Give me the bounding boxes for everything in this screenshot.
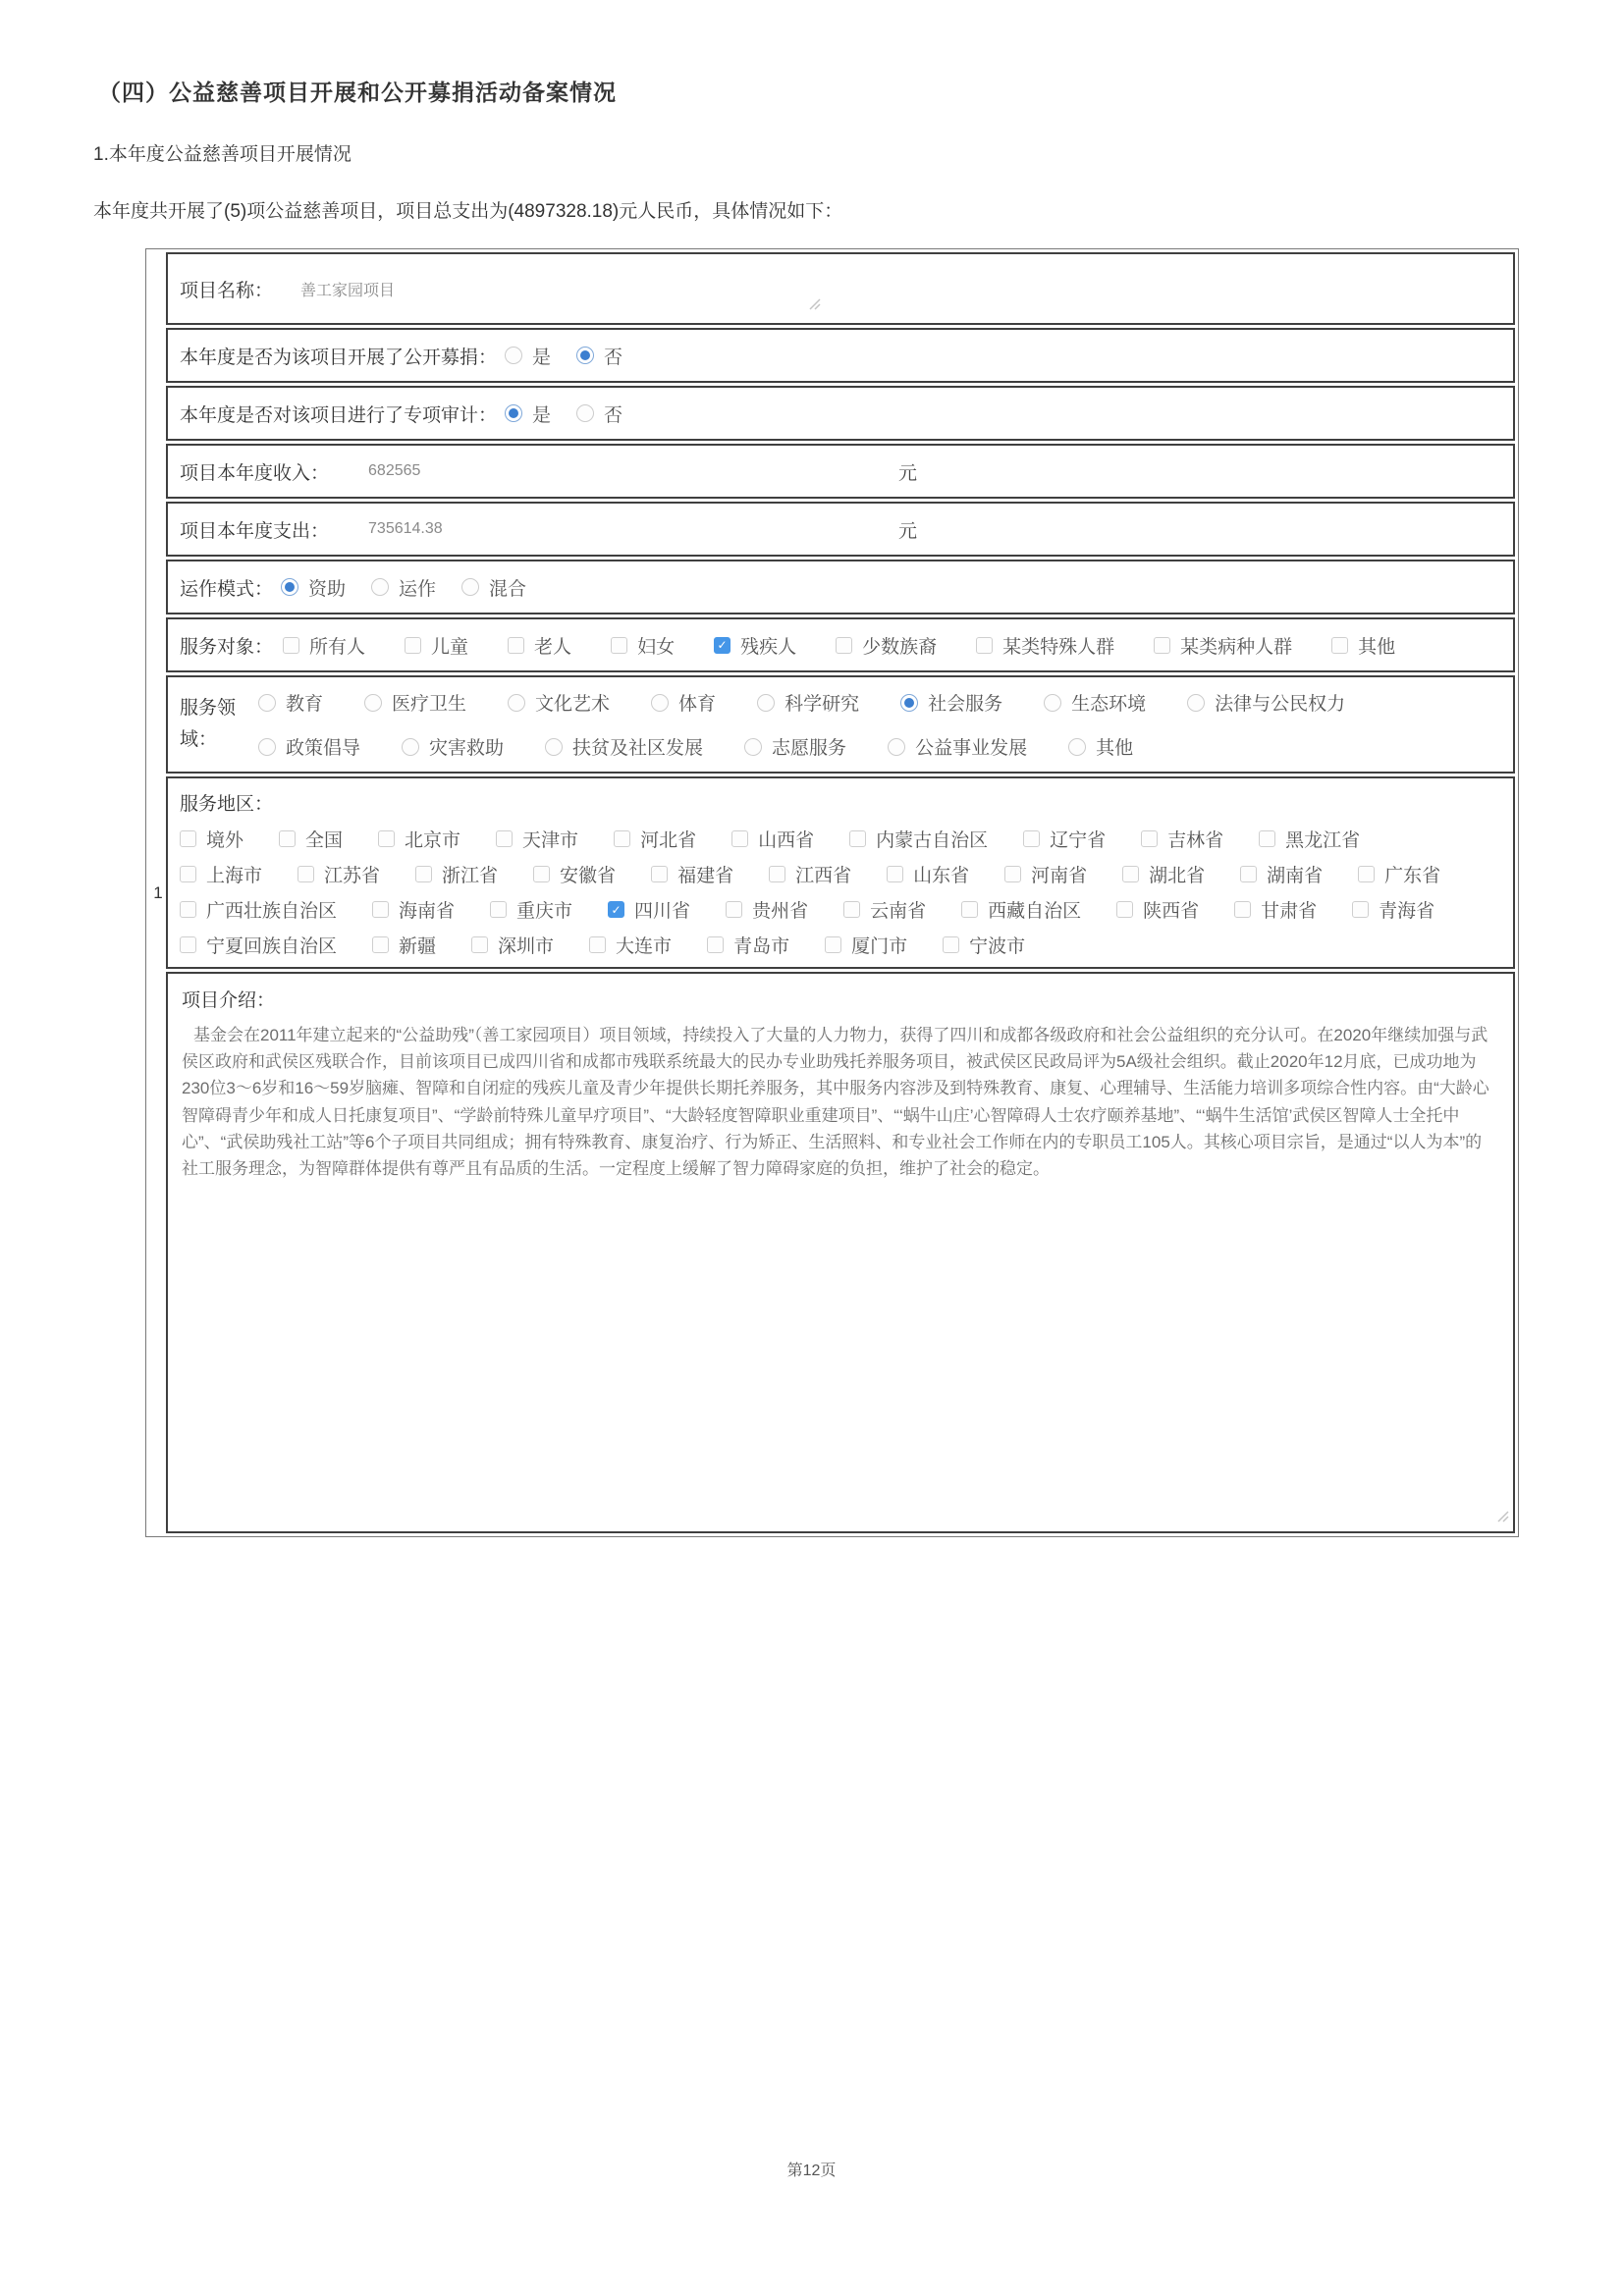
option-label: 山东省 bbox=[913, 866, 970, 886]
option-label: 内蒙古自治区 bbox=[876, 830, 989, 851]
checkbox-unchecked-icon[interactable] bbox=[961, 901, 978, 918]
checkbox-unchecked-icon[interactable] bbox=[1234, 901, 1251, 918]
option-label: 社会服务 bbox=[928, 694, 1003, 715]
option-label: 甘肃省 bbox=[1261, 901, 1318, 922]
option-label: 否 bbox=[604, 404, 623, 426]
special-audit-row bbox=[166, 386, 1515, 441]
checkbox-unchecked-icon[interactable] bbox=[825, 936, 841, 953]
option-label: 福建省 bbox=[677, 866, 734, 886]
checkbox-unchecked-icon[interactable] bbox=[651, 866, 668, 882]
option-label: 残疾人 bbox=[740, 636, 797, 658]
checkbox-option[interactable] bbox=[836, 632, 937, 659]
checkbox-option[interactable] bbox=[1141, 826, 1223, 852]
checkbox-option[interactable] bbox=[1240, 861, 1323, 887]
service-field-row bbox=[166, 675, 1515, 774]
option-label: 科学研究 bbox=[784, 694, 860, 715]
option-label: 是 bbox=[532, 347, 552, 368]
checkbox-unchecked-icon[interactable] bbox=[1352, 901, 1369, 918]
checkbox-unchecked-icon[interactable] bbox=[180, 866, 196, 882]
option-label: 陕西省 bbox=[1143, 901, 1200, 922]
checkbox-unchecked-icon[interactable] bbox=[849, 830, 866, 847]
checkbox-option[interactable] bbox=[714, 632, 796, 659]
option-label: 老人 bbox=[534, 636, 572, 658]
project-intro-row bbox=[166, 972, 1515, 1533]
radio-option[interactable] bbox=[508, 689, 610, 716]
option-label: 法律与公民权力 bbox=[1215, 694, 1346, 715]
income-unit: 元 bbox=[898, 462, 918, 484]
service-area-lines bbox=[180, 826, 1440, 958]
project-name-row bbox=[166, 252, 1515, 325]
option-label: 黑龙江省 bbox=[1285, 830, 1361, 851]
section-title: （四）公益慈善项目开展和公开募捐活动备案情况 bbox=[98, 80, 617, 105]
radio-checked-icon[interactable] bbox=[900, 694, 918, 712]
option-label: 吉林省 bbox=[1167, 830, 1224, 851]
option-label: 江苏省 bbox=[324, 866, 381, 886]
radio-checked-icon[interactable] bbox=[281, 578, 298, 596]
checkbox-unchecked-icon[interactable] bbox=[1141, 830, 1158, 847]
option-label: 文化艺术 bbox=[535, 694, 611, 715]
option-label: 四川省 bbox=[634, 901, 691, 922]
checkbox-option[interactable] bbox=[976, 632, 1114, 659]
option-label: 少数族裔 bbox=[862, 636, 938, 658]
checkbox-unchecked-icon[interactable] bbox=[707, 936, 724, 953]
checkbox-option[interactable] bbox=[405, 632, 468, 659]
radio-option[interactable] bbox=[1187, 689, 1345, 716]
option-label: 青岛市 bbox=[733, 936, 790, 957]
expense-unit: 元 bbox=[898, 520, 918, 542]
checkbox-unchecked-icon[interactable] bbox=[1122, 866, 1139, 882]
expense-label: 项目本年度支出： bbox=[180, 520, 330, 542]
radio-option[interactable] bbox=[505, 343, 551, 369]
option-label: 辽宁省 bbox=[1050, 830, 1107, 851]
radio-unchecked-icon[interactable] bbox=[545, 738, 563, 756]
page-number: 第12页 bbox=[786, 2163, 837, 2179]
option-label: 全国 bbox=[305, 830, 344, 851]
option-label: 上海市 bbox=[206, 866, 263, 886]
radio-option[interactable] bbox=[576, 400, 622, 427]
service-area-options-line3 bbox=[180, 896, 1440, 923]
radio-unchecked-icon[interactable] bbox=[364, 694, 382, 712]
checkbox-option[interactable] bbox=[372, 932, 436, 958]
radio-option[interactable] bbox=[258, 733, 360, 760]
service-field-options-line1 bbox=[258, 689, 1345, 716]
income-label: 项目本年度收入： bbox=[180, 462, 330, 484]
option-label: 大连市 bbox=[616, 936, 673, 957]
option-label: 否 bbox=[604, 347, 623, 368]
option-label: 妇女 bbox=[637, 636, 676, 658]
radio-unchecked-icon[interactable] bbox=[1187, 694, 1205, 712]
checkbox-checked-icon[interactable]: ✓ bbox=[714, 637, 730, 654]
public-fundraising-label: 本年度是否为该项目开展了公开募捐： bbox=[180, 347, 498, 368]
radio-option[interactable] bbox=[576, 343, 622, 369]
radio-option[interactable] bbox=[402, 733, 504, 760]
checkbox-unchecked-icon[interactable] bbox=[415, 866, 432, 882]
checkbox-unchecked-icon[interactable] bbox=[372, 901, 389, 918]
checkbox-option[interactable] bbox=[943, 932, 1025, 958]
summary-line: 本年度共开展了(5)项公益慈善项目，项目总支出为(4897328.18)元人民币，具体情况如下： bbox=[93, 201, 843, 222]
public-fundraising-options bbox=[505, 343, 622, 369]
radio-option[interactable] bbox=[900, 689, 1002, 716]
checkbox-unchecked-icon[interactable] bbox=[1358, 866, 1375, 882]
checkbox-option[interactable] bbox=[180, 896, 337, 923]
checkbox-option[interactable] bbox=[651, 861, 733, 887]
radio-unchecked-icon[interactable] bbox=[258, 694, 276, 712]
operation-mode-options bbox=[281, 574, 526, 601]
option-label: 贵州省 bbox=[752, 901, 809, 922]
checkbox-option[interactable] bbox=[1122, 861, 1205, 887]
radio-unchecked-icon[interactable] bbox=[505, 347, 522, 364]
checkbox-unchecked-icon[interactable] bbox=[405, 637, 421, 654]
checkbox-option[interactable] bbox=[1154, 632, 1292, 659]
resize-grip-icon[interactable] bbox=[806, 295, 821, 315]
checkbox-unchecked-icon[interactable] bbox=[769, 866, 785, 882]
checkbox-unchecked-icon[interactable] bbox=[279, 830, 296, 847]
service-area-label: 服务地区： bbox=[180, 794, 274, 815]
checkbox-unchecked-icon[interactable] bbox=[614, 830, 630, 847]
checkbox-option[interactable] bbox=[614, 826, 696, 852]
checkbox-unchecked-icon[interactable] bbox=[1240, 866, 1257, 882]
option-label: 深圳市 bbox=[498, 936, 555, 957]
checkbox-unchecked-icon[interactable] bbox=[508, 637, 524, 654]
option-label: 河北省 bbox=[640, 830, 697, 851]
option-label: 新疆 bbox=[399, 936, 437, 957]
checkbox-option[interactable] bbox=[843, 896, 926, 923]
radio-option[interactable] bbox=[258, 689, 323, 716]
service-area-options-line2 bbox=[180, 861, 1440, 887]
option-label: 是 bbox=[532, 404, 552, 426]
service-field-lines bbox=[258, 689, 1345, 760]
checkbox-unchecked-icon[interactable] bbox=[1259, 830, 1275, 847]
checkbox-unchecked-icon[interactable] bbox=[471, 936, 488, 953]
radio-unchecked-icon[interactable] bbox=[508, 694, 525, 712]
project-intro-label: 项目介绍： bbox=[182, 990, 276, 1011]
public-fundraising-row bbox=[166, 328, 1515, 383]
checkbox-option[interactable] bbox=[1116, 896, 1199, 923]
checkbox-option[interactable] bbox=[961, 896, 1081, 923]
checkbox-unchecked-icon[interactable] bbox=[180, 901, 196, 918]
option-label: 海南省 bbox=[399, 901, 456, 922]
service-field-options-line2 bbox=[258, 733, 1345, 760]
radio-option[interactable] bbox=[545, 733, 703, 760]
checkbox-option[interactable] bbox=[1234, 896, 1317, 923]
option-label: 所有人 bbox=[309, 636, 366, 658]
checkbox-option[interactable] bbox=[508, 632, 571, 659]
radio-checked-icon[interactable] bbox=[576, 347, 594, 364]
project-name-label: 项目名称： bbox=[180, 280, 274, 301]
checkbox-option[interactable] bbox=[496, 826, 578, 852]
checkbox-option[interactable] bbox=[608, 896, 690, 923]
option-label: 医疗卫生 bbox=[392, 694, 467, 715]
checkbox-option[interactable] bbox=[1004, 861, 1087, 887]
option-label: 浙江省 bbox=[442, 866, 499, 886]
checkbox-unchecked-icon[interactable] bbox=[843, 901, 860, 918]
special-audit-options bbox=[505, 400, 622, 427]
radio-option[interactable] bbox=[888, 733, 1027, 760]
checkbox-option[interactable] bbox=[180, 826, 243, 852]
option-label: 灾害救助 bbox=[429, 738, 505, 759]
checkbox-unchecked-icon[interactable] bbox=[180, 830, 196, 847]
checkbox-option[interactable] bbox=[180, 932, 337, 958]
radio-unchecked-icon[interactable] bbox=[651, 694, 669, 712]
checkbox-option[interactable] bbox=[180, 861, 262, 887]
option-label: 某类病种人群 bbox=[1180, 636, 1293, 658]
checkbox-unchecked-icon[interactable] bbox=[1331, 637, 1348, 654]
option-label: 境外 bbox=[206, 830, 244, 851]
checkbox-option[interactable] bbox=[731, 826, 814, 852]
option-label: 儿童 bbox=[431, 636, 469, 658]
checkbox-unchecked-icon[interactable] bbox=[1154, 637, 1170, 654]
special-audit-label: 本年度是否对该项目进行了专项审计： bbox=[180, 404, 498, 426]
checkbox-unchecked-icon[interactable] bbox=[180, 936, 196, 953]
checkbox-checked-icon[interactable]: ✓ bbox=[608, 901, 624, 918]
checkbox-option[interactable] bbox=[1259, 826, 1360, 852]
radio-option[interactable] bbox=[744, 733, 846, 760]
checkbox-option[interactable] bbox=[378, 826, 460, 852]
option-label: 天津市 bbox=[522, 830, 579, 851]
option-label: 湖南省 bbox=[1267, 866, 1324, 886]
radio-option[interactable] bbox=[364, 689, 466, 716]
service-area-options-line1 bbox=[180, 826, 1440, 852]
service-field-label: 服务领域： bbox=[180, 697, 237, 750]
option-label: 体育 bbox=[678, 694, 717, 715]
radio-unchecked-icon[interactable] bbox=[576, 404, 594, 422]
checkbox-option[interactable] bbox=[707, 932, 789, 958]
checkbox-unchecked-icon[interactable] bbox=[372, 936, 389, 953]
option-label: 生态环境 bbox=[1071, 694, 1147, 715]
radio-unchecked-icon[interactable] bbox=[744, 738, 762, 756]
radio-unchecked-icon[interactable] bbox=[888, 738, 905, 756]
checkbox-option[interactable] bbox=[1358, 861, 1440, 887]
checkbox-option[interactable] bbox=[283, 632, 365, 659]
checkbox-unchecked-icon[interactable] bbox=[611, 637, 627, 654]
option-label: 青海省 bbox=[1379, 901, 1435, 922]
option-label: 安徽省 bbox=[560, 866, 617, 886]
checkbox-option[interactable] bbox=[825, 932, 907, 958]
checkbox-option[interactable] bbox=[533, 861, 616, 887]
checkbox-unchecked-icon[interactable] bbox=[283, 637, 299, 654]
checkbox-option[interactable] bbox=[298, 861, 380, 887]
option-label: 北京市 bbox=[405, 830, 461, 851]
expense-input[interactable]: 735614.38 bbox=[368, 520, 443, 537]
checkbox-unchecked-icon[interactable] bbox=[836, 637, 852, 654]
checkbox-option[interactable] bbox=[490, 896, 572, 923]
option-label: 云南省 bbox=[870, 901, 927, 922]
checkbox-option[interactable] bbox=[471, 932, 554, 958]
checkbox-unchecked-icon[interactable] bbox=[589, 936, 606, 953]
subsection-title: 1.本年度公益慈善项目开展情况 bbox=[93, 144, 352, 165]
radio-unchecked-icon[interactable] bbox=[258, 738, 276, 756]
option-label: 湖北省 bbox=[1149, 866, 1206, 886]
checkbox-unchecked-icon[interactable] bbox=[496, 830, 513, 847]
checkbox-option[interactable] bbox=[589, 932, 672, 958]
option-label: 资助 bbox=[308, 578, 347, 600]
radio-option[interactable] bbox=[757, 689, 859, 716]
radio-option[interactable] bbox=[651, 689, 716, 716]
option-label: 志愿服务 bbox=[772, 738, 847, 759]
checkbox-unchecked-icon[interactable] bbox=[887, 866, 903, 882]
resize-grip-icon[interactable] bbox=[1494, 1508, 1509, 1527]
checkbox-option[interactable] bbox=[1023, 826, 1106, 852]
checkbox-unchecked-icon[interactable] bbox=[378, 830, 395, 847]
option-label: 政策倡导 bbox=[286, 738, 361, 759]
checkbox-unchecked-icon[interactable] bbox=[490, 901, 507, 918]
radio-option[interactable] bbox=[461, 574, 526, 601]
radio-option[interactable] bbox=[1068, 733, 1133, 760]
radio-option[interactable] bbox=[1044, 689, 1146, 716]
project-table bbox=[145, 248, 1519, 1537]
checkbox-unchecked-icon[interactable] bbox=[1004, 866, 1021, 882]
checkbox-option[interactable] bbox=[1331, 632, 1395, 659]
project-intro-textarea[interactable]: 基金会在2011年建立起来的“公益助残”（善工家园项目）项目领域，持续投入了大量的人力物力，获得了四川和成都各级政府和社会公益组织的充分认可。在2020年继续加强与武侯区政府和武侯区残联合作，目前该项目已成四川省和成都市残联系统最大的民办专业助残托养服务项目，被武侯区民政局评为5A级社会组织。截止2020年12月底，已成功地为230位3～6岁和16～59岁脑瘫、智障和自闭症的残疾儿童及青少年提供长期托养服务，其中服务内容涉及到特殊教育、康复、心理辅导、生活能力培训多项综合性内容。由“大龄心智障碍青少年和成人日托康复项目”、“学龄前特殊儿童早疗项目”、“大龄轻度智障职业重建项目”、“‘蜗牛山庄’心智障碍人士农疗颐养基地”、“‘蜗牛生活馆’武侯区智障人士全托中心”、“武侯助残社工站”等6个子项目共同组成；拥有特殊教育、康复治疗、行为矫正、生活照料、和专业社会工作师在内的专职员工105人。其核心项目宗旨，是通过“以人为本”的社工服务理念，为智障群体提供有尊严且有品质的生活。一定程度上缓解了智力障碍家庭的负担，维护了社会的稳定。 bbox=[182, 1026, 1489, 1178]
option-label: 重庆市 bbox=[516, 901, 573, 922]
option-label: 扶贫及社区发展 bbox=[572, 738, 704, 759]
option-label: 其他 bbox=[1096, 738, 1134, 759]
checkbox-unchecked-icon[interactable] bbox=[298, 866, 314, 882]
project-name-input[interactable]: 善工家园项目 bbox=[300, 282, 396, 299]
option-label: 某类特殊人群 bbox=[1002, 636, 1115, 658]
option-label: 山西省 bbox=[758, 830, 815, 851]
radio-unchecked-icon[interactable] bbox=[1044, 694, 1061, 712]
operation-mode-label: 运作模式： bbox=[180, 578, 274, 600]
expense-row bbox=[166, 502, 1515, 557]
option-label: 其他 bbox=[1358, 636, 1396, 658]
option-label: 河南省 bbox=[1031, 866, 1088, 886]
checkbox-option[interactable] bbox=[769, 861, 851, 887]
checkbox-unchecked-icon[interactable] bbox=[1116, 901, 1133, 918]
service-area-options-line4 bbox=[180, 932, 1440, 958]
checkbox-option[interactable] bbox=[726, 896, 808, 923]
option-label: 公益事业发展 bbox=[915, 738, 1028, 759]
radio-option[interactable] bbox=[281, 574, 346, 601]
income-input[interactable]: 682565 bbox=[368, 462, 421, 479]
operation-mode-row bbox=[166, 560, 1515, 614]
radio-option[interactable] bbox=[371, 574, 436, 601]
option-label: 宁夏回族自治区 bbox=[206, 936, 338, 957]
checkbox-option[interactable] bbox=[1352, 896, 1434, 923]
service-target-row bbox=[166, 617, 1515, 672]
checkbox-unchecked-icon[interactable] bbox=[943, 936, 959, 953]
checkbox-option[interactable] bbox=[611, 632, 675, 659]
service-target-label: 服务对象： bbox=[180, 636, 274, 658]
checkbox-option[interactable] bbox=[849, 826, 988, 852]
checkbox-option[interactable] bbox=[415, 861, 498, 887]
radio-unchecked-icon[interactable] bbox=[461, 578, 479, 596]
service-area-row bbox=[166, 776, 1515, 969]
option-label: 广西壮族自治区 bbox=[206, 901, 338, 922]
checkbox-unchecked-icon[interactable] bbox=[731, 830, 748, 847]
checkbox-option[interactable] bbox=[279, 826, 343, 852]
checkbox-option[interactable] bbox=[372, 896, 455, 923]
checkbox-unchecked-icon[interactable] bbox=[533, 866, 550, 882]
service-target-options bbox=[283, 632, 1395, 659]
project-row-number: 1 bbox=[153, 882, 163, 902]
option-label: 运作 bbox=[399, 578, 437, 600]
radio-unchecked-icon[interactable] bbox=[1068, 738, 1086, 756]
option-label: 宁波市 bbox=[969, 936, 1026, 957]
checkbox-unchecked-icon[interactable] bbox=[976, 637, 993, 654]
option-label: 西藏自治区 bbox=[988, 901, 1082, 922]
option-label: 江西省 bbox=[795, 866, 852, 886]
checkbox-option[interactable] bbox=[887, 861, 969, 887]
income-row bbox=[166, 444, 1515, 499]
option-label: 教育 bbox=[286, 694, 324, 715]
radio-unchecked-icon[interactable] bbox=[371, 578, 389, 596]
radio-unchecked-icon[interactable] bbox=[402, 738, 419, 756]
checkbox-unchecked-icon[interactable] bbox=[1023, 830, 1040, 847]
option-label: 混合 bbox=[489, 578, 527, 600]
radio-checked-icon[interactable] bbox=[505, 404, 522, 422]
checkbox-unchecked-icon[interactable] bbox=[726, 901, 742, 918]
radio-unchecked-icon[interactable] bbox=[757, 694, 775, 712]
option-label: 厦门市 bbox=[851, 936, 908, 957]
radio-option[interactable] bbox=[505, 400, 551, 427]
option-label: 广东省 bbox=[1384, 866, 1441, 886]
